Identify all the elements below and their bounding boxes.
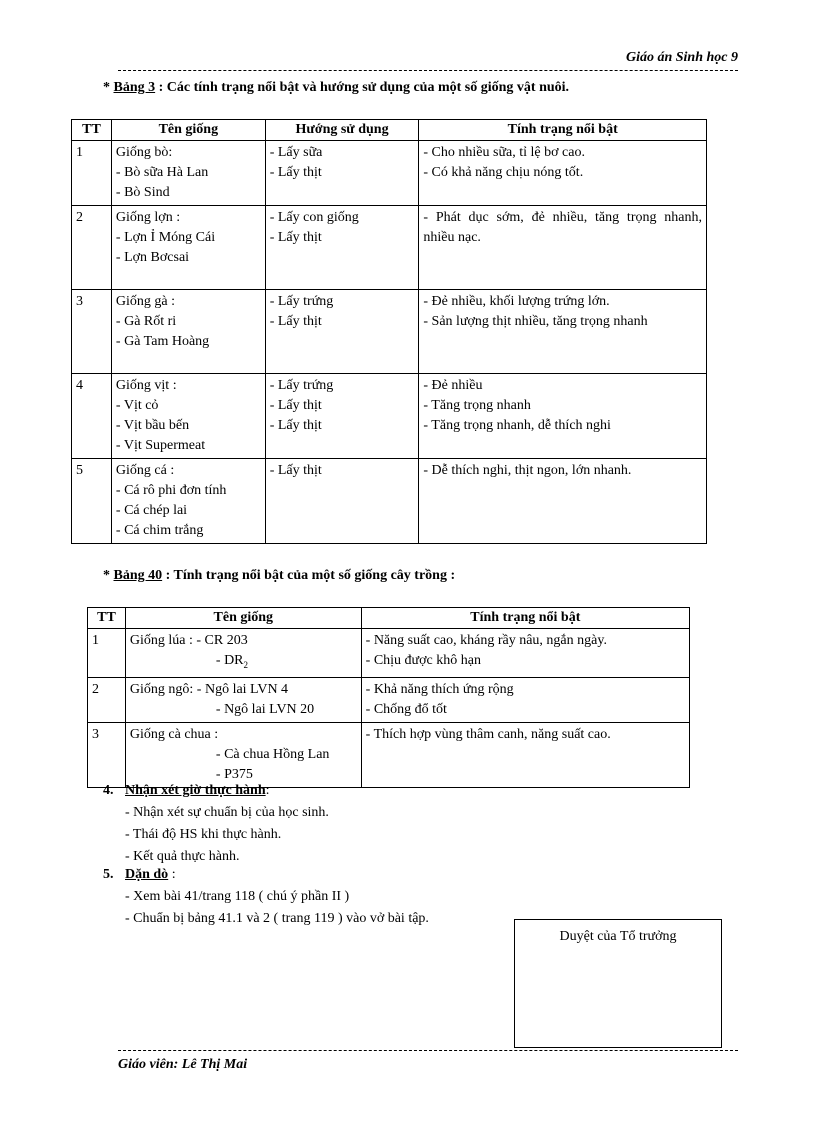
row-names — [111, 206, 265, 290]
name-line — [130, 651, 357, 675]
trait-line: - Dễ thích nghi, thịt ngon, lớn nhanh. — [423, 463, 632, 478]
row-tt: 1 — [88, 629, 126, 678]
list-item: - Xem bài 41/trang 118 ( chú ý phần II ) — [125, 889, 350, 904]
table3-col-tt: TT — [72, 120, 112, 141]
table3-caption — [103, 80, 569, 96]
section-5-title: Dặn dò — [125, 867, 169, 882]
row-uses — [265, 206, 419, 290]
page-header-title: Giáo án Sinh học 9 — [625, 50, 738, 65]
list-item: - Thái độ HS khi thực hành. — [125, 827, 282, 842]
section-4-heading — [103, 780, 329, 802]
name-line: - Lợn Ỉ Móng Cái — [115, 230, 216, 245]
trait-line: - Tăng trọng nhanh — [423, 398, 531, 413]
table3-caption-label: Bảng 3 — [113, 80, 156, 95]
use-line: - Lấy thịt — [269, 418, 322, 433]
use-line: - Lấy thịt — [269, 463, 322, 478]
section-5 — [103, 864, 429, 930]
row-tt: 1 — [72, 141, 112, 206]
name-line: - Cá rô phi đơn tính — [115, 483, 227, 498]
table3-col-name: Tên giống — [111, 120, 265, 141]
row-traits — [419, 206, 707, 290]
table3-caption-prefix: * — [103, 80, 114, 95]
table3-caption-text: : Các tính trạng nổi bật và hướng sử dụng của một số giống vật nuôi. — [155, 80, 570, 95]
section-4-items — [103, 802, 329, 868]
name-line: - Bò Sind — [115, 185, 170, 200]
row-names — [111, 141, 265, 206]
name-line: Giống lợn : — [115, 210, 181, 225]
table40-col-name: Tên giống — [125, 608, 361, 629]
header-rule — [118, 70, 738, 71]
trait-line: - Cho nhiều sữa, tỉ lệ bơ cao. — [423, 145, 585, 160]
use-line: - Lấy thịt — [269, 230, 322, 245]
use-line: - Lấy thịt — [269, 165, 322, 180]
trait-line: - Khả năng thích ứng rộng — [365, 681, 514, 697]
row-uses — [265, 141, 419, 206]
table3-header-row — [72, 120, 707, 141]
section-5-title-suffix: : — [168, 867, 176, 882]
row-names — [125, 629, 361, 678]
trait-line: - Năng suất cao, kháng rầy nâu, ngắn ngày. — [365, 633, 607, 648]
row-traits — [419, 141, 707, 206]
table-row — [72, 374, 707, 459]
table40-caption — [103, 568, 455, 584]
trait-line: - Đẻ nhiều — [423, 378, 483, 393]
name-line: - Vịt cỏ — [115, 398, 159, 413]
table-row — [72, 290, 707, 374]
trait-line: - Chịu được khô hạn — [365, 653, 481, 668]
row-traits — [419, 290, 707, 374]
row-traits — [361, 722, 689, 787]
name-line: Giống ngô: - Ngô lai LVN 4 — [129, 681, 289, 697]
name-line: Giống cá : — [115, 463, 175, 478]
trait-line: - Tăng trọng nhanh, dễ thích nghi — [423, 418, 611, 433]
trait-line: - Phát dục sớm, đẻ nhiều, tăng trọng nhanh, nhiều nạc. — [423, 210, 702, 245]
name-line: - Cà chua Hồng Lan — [215, 746, 330, 762]
section-4-title-suffix: : — [265, 783, 270, 798]
approval-box — [514, 919, 722, 1048]
row-tt: 3 — [88, 722, 126, 787]
row-tt: 2 — [72, 206, 112, 290]
use-line: - Lấy sữa — [269, 145, 323, 160]
row-tt: 3 — [72, 290, 112, 374]
name-line: - Gà Rốt ri — [115, 314, 177, 329]
table-row — [88, 629, 690, 678]
name-text: - DR — [215, 653, 244, 668]
name-line: - Ngô lai LVN 20 — [215, 701, 315, 717]
row-names — [111, 290, 265, 374]
table40-header-row — [88, 608, 690, 629]
trait-line: - Có khả năng chịu nóng tốt. — [423, 165, 584, 180]
row-names — [111, 459, 265, 544]
use-line: - Lấy thịt — [269, 398, 322, 413]
table40-col-tt: TT — [88, 608, 126, 629]
row-tt: 5 — [72, 459, 112, 544]
name-line: Giống cà chua : — [129, 726, 219, 742]
row-names — [125, 677, 361, 722]
name-line: - Vịt Supermeat — [115, 438, 206, 453]
trait-line: - Sản lượng thịt nhiều, tăng trọng nhanh — [423, 314, 648, 329]
table-row — [72, 206, 707, 290]
row-tt: 4 — [72, 374, 112, 459]
use-line: - Lấy trứng — [269, 378, 334, 393]
row-tt: 2 — [88, 677, 126, 722]
use-line: - Lấy trứng — [269, 294, 334, 309]
trait-line: - Đẻ nhiều, khối lượng trứng lớn. — [423, 294, 610, 309]
row-traits — [419, 459, 707, 544]
name-line: - Vịt bầu bến — [115, 418, 190, 433]
row-names — [125, 722, 361, 787]
table40-caption-label: Bảng 40 — [113, 568, 163, 583]
section-5-heading — [103, 864, 429, 886]
name-line: - Lợn Bơcsai — [115, 250, 190, 265]
row-names — [111, 374, 265, 459]
name-line: - Cá chép lai — [115, 503, 188, 518]
section-5-items — [103, 886, 429, 930]
table-row — [72, 141, 707, 206]
name-line: - P375 — [215, 766, 253, 782]
row-traits — [361, 629, 689, 678]
row-uses — [265, 374, 419, 459]
use-line: - Lấy con giống — [269, 210, 359, 225]
row-uses — [265, 290, 419, 374]
trait-line: - Thích hợp vùng thâm canh, năng suất cao. — [365, 726, 611, 742]
table3-col-trait: Tính trạng nổi bật — [419, 120, 707, 141]
list-item: - Kết quả thực hành. — [125, 849, 240, 864]
name-subscript: 2 — [243, 659, 249, 670]
name-line: - Bò sữa Hà Lan — [115, 165, 209, 180]
table40-caption-prefix: * — [103, 568, 114, 583]
name-line: Giống gà : — [115, 294, 176, 309]
name-line: Giống vịt : — [115, 378, 177, 393]
list-item: - Chuẩn bị bảng 41.1 và 2 ( trang 119 ) vào vở bài tập. — [125, 911, 429, 926]
table40 — [87, 607, 690, 788]
section-5-number: 5. — [103, 867, 114, 882]
section-4 — [103, 780, 329, 868]
name-line: - Gà Tam Hoàng — [115, 334, 210, 349]
table-row — [72, 459, 707, 544]
row-traits — [361, 677, 689, 722]
table3-col-use: Hướng sử dụng — [265, 120, 419, 141]
table-row — [88, 677, 690, 722]
footer-teacher: Giáo viên: Lê Thị Mai — [118, 1057, 248, 1072]
table40-caption-text: : Tính trạng nổi bật của một số giống cây trồng : — [162, 568, 456, 583]
section-4-title: Nhận xét giờ thực hành — [125, 783, 266, 798]
trait-line: - Chống đổ tốt — [365, 701, 447, 717]
list-item: - Nhận xét sự chuẩn bị của học sinh. — [125, 805, 329, 820]
row-uses — [265, 459, 419, 544]
table40-col-trait: Tính trạng nổi bật — [361, 608, 689, 629]
footer-rule — [118, 1050, 738, 1051]
row-traits — [419, 374, 707, 459]
table3 — [71, 119, 707, 544]
name-line: Giống lúa : - CR 203 — [129, 633, 248, 648]
table-row — [88, 722, 690, 787]
approval-box-label: Duyệt của Tổ trưởng — [559, 929, 677, 944]
use-line: - Lấy thịt — [269, 314, 322, 329]
section-4-number: 4. — [103, 783, 114, 798]
name-line: Giống bò: — [115, 145, 173, 160]
name-line: - Cá chim trắng — [115, 523, 204, 538]
